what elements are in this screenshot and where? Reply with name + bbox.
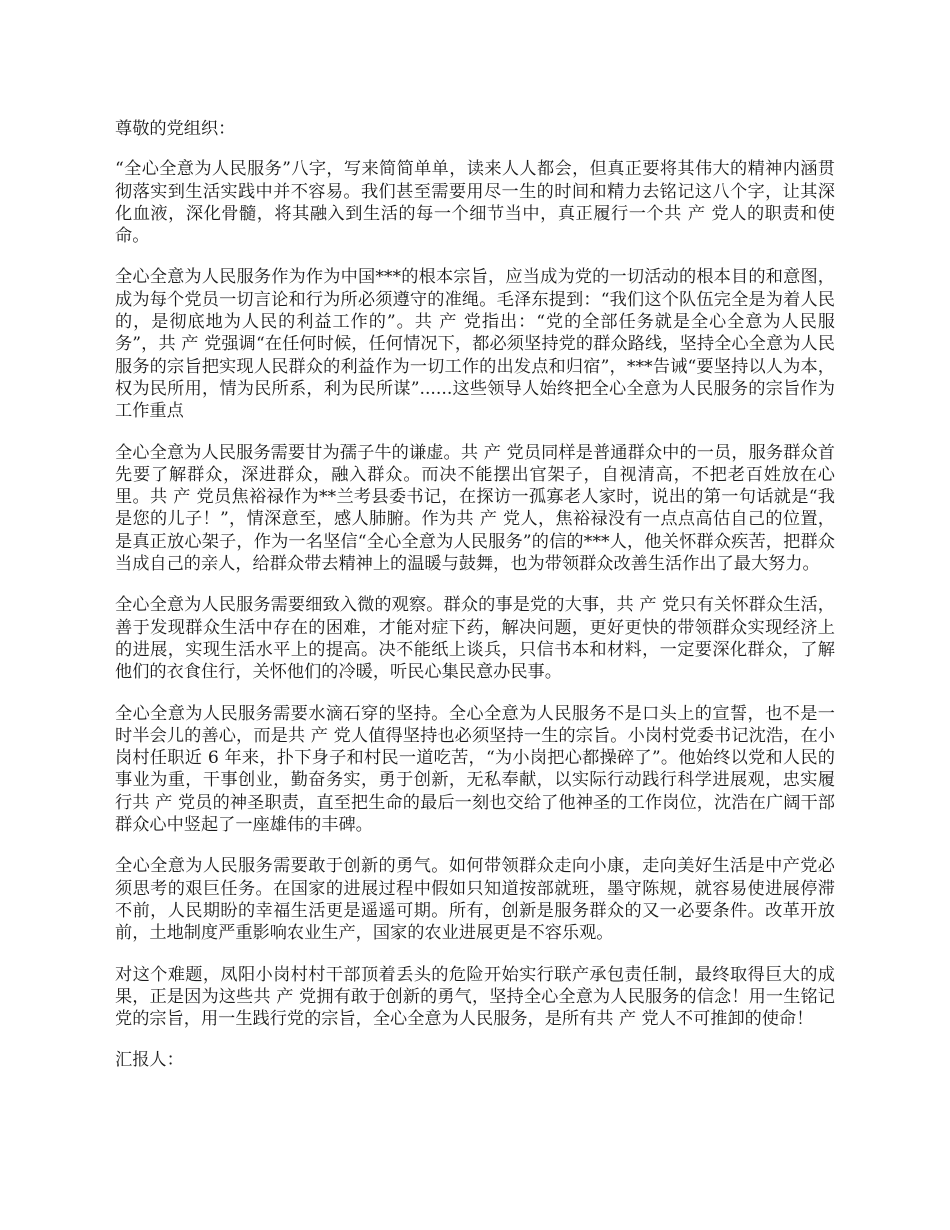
paragraph-1: “全心全意为人民服务”八字，写来简简单单，读来人人都会，但真正要将其伟大的精神内涵贯彻落实到生活实践中并不容易。我们甚至需要用尽一生的时间和精力去铭记这八个字，让其深化血液，深化骨髓，将其融入到生活的每一个细节当中，真正履行一个共 产 党人的职责和使命。: [115, 159, 835, 247]
paragraph-3: 全心全意为人民服务需要甘为孺子牛的谦虚。共 产 党员同样是普通群众中的一员，服务群众首先要了解群众，深进群众，融入群众。而决不能摆出官架子，自视清高，不把老百姓放在心里。共 产 党员焦裕禄作为**兰考县委书记，在探访一孤寡老人家时，说出的第一句话就是“我是您的儿子！”，情深意至，感人肺腑。作为共 产 党人，焦裕禄没有一点点高估自己的位置，是真正放心架子，作为一名坚信“全心全意为人民服务”的信的***人，他关怀群众疾苦，把群众当成自己的亲人，给群众带去精神上的温暖与鼓舞，也为带领群众改善生活作出了最大努力。: [115, 442, 835, 575]
paragraph-7: 对这个难题，凤阳小岗村村干部顶着丢头的危险开始实行联产承包责任制，最终取得巨大的成果，正是因为这些共 产 党拥有敢于创新的勇气，坚持全心全意为人民服务的信念！用一生铭记党的宗旨，用一生践行党的宗旨，全心全意为人民服务，是所有共 产 党人不可推卸的使命！: [115, 964, 835, 1030]
paragraph-4: 全心全意为人民服务需要细致入微的观察。群众的事是党的大事，共 产 党只有关怀群众生活，善于发现群众生活中存在的困难，才能对症下药，解决问题，更好更快的带领群众实现经济上的进展，实现生活水平上的提高。决不能纸上谈兵，只信书本和材料，一定要深化群众，了解他们的衣食住行，关怀他们的冷暖，听民心集民意办民事。: [115, 595, 835, 683]
paragraph-2: 全心全意为人民服务作为作为中国***的根本宗旨，应当成为党的一切活动的根本目的和意图，成为每个党员一切言论和行为所必须遵守的准绳。毛泽东提到：“我们这个队伍完全是为着人民的，是彻底地为人民的利益工作的”。共 产 党指出：“党的全部任务就是全心全意为人民服务”，共 产 党强调“在任何时候，任何情况下，都必须坚持党的群众路线，坚持全心全意为人民服务的宗旨把实现人民群众的利益作为一切工作的出发点和归宿”，***告诫“要坚持以人为本，权为民所用，情为民所系，利为民所谋”......这些领导人始终把全心全意为人民服务的宗旨作为工作重点: [115, 267, 835, 422]
closing-signature: 汇报人：: [115, 1050, 184, 1071]
paragraph-5: 全心全意为人民服务需要水滴石穿的坚持。全心全意为人民服务不是口头上的宣誓，也不是一时半会儿的善心，而是共 产 党人值得坚持也必须坚持一生的宗旨。小岗村党委书记沈浩，在小岗村任职近 6 年来，扑下身子和村民一道吃苦，“为小岗把心都操碎了”。他始终以党和人民的事业为重，干事创业，勤奋务实，勇于创新，无私奉献，以实际行动践行科学进展观，忠实履行共 产 党员的神圣职责，直至把生命的最后一刻也交给了他神圣的工作岗位，沈浩在广阔干部群众心中竖起了一座雄伟的丰碑。: [115, 703, 835, 836]
salutation: 尊敬的党组织：: [115, 119, 236, 139]
paragraph-6: 全心全意为人民服务需要敢于创新的勇气。如何带领群众走向小康，走向美好生活是中产党必须思考的艰巨任务。在国家的进展过程中假如只知道按部就班，墨守陈规，就容易使进展停滞不前，人民期盼的幸福生活更是遥遥可期。所有，创新是服务群众的又一必要条件。改革开放前，土地制度严重影响农业生产，国家的农业进展更是不容乐观。: [115, 856, 835, 944]
